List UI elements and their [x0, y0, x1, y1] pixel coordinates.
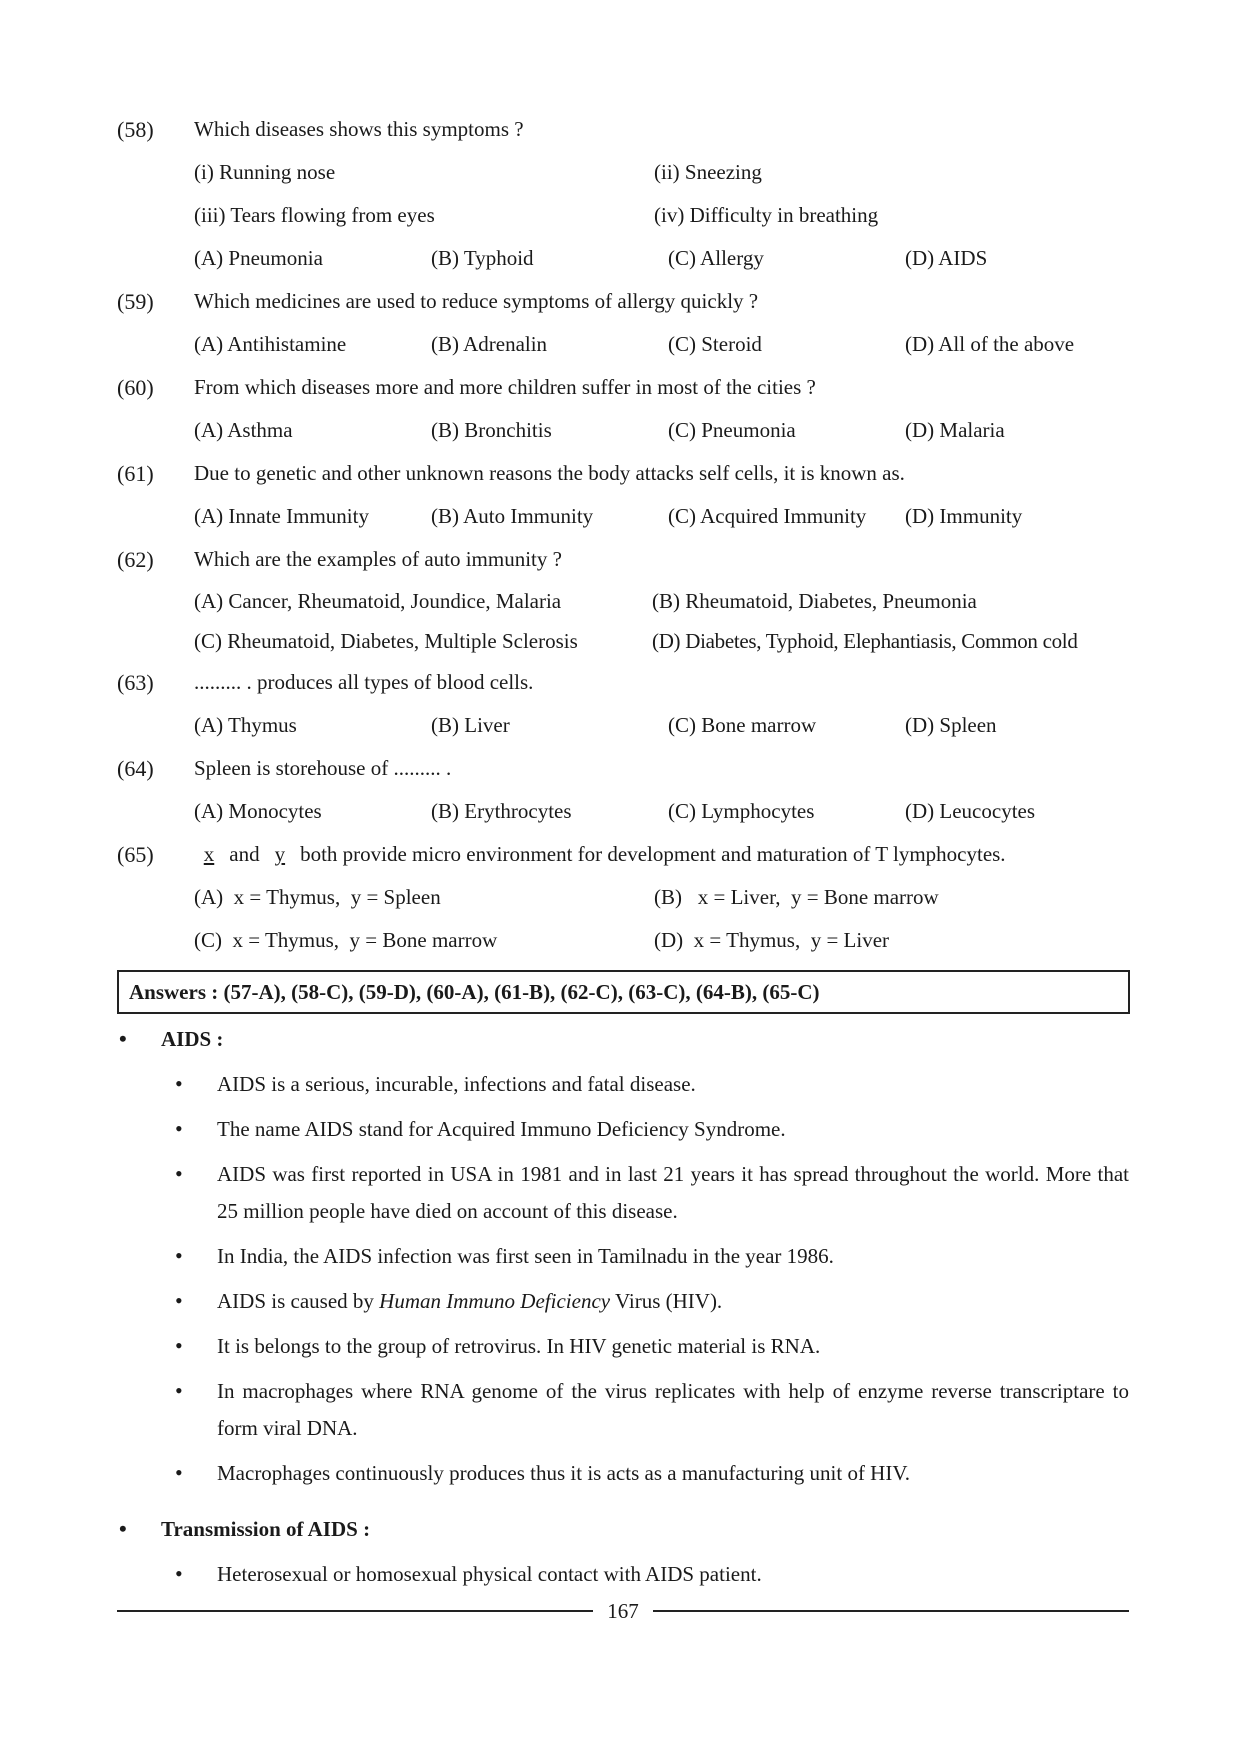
option-b: (B) Bronchitis — [431, 418, 552, 442]
bullet-icon: • — [175, 1071, 183, 1096]
bullet-icon: • — [175, 1333, 183, 1358]
symptom-item: (i) Running nose — [194, 160, 336, 184]
footer-rule-right — [653, 1610, 1129, 1612]
page-number: 167 — [607, 1598, 639, 1623]
question-text: Which medicines are used to reduce symptoms of allergy quickly ? — [194, 289, 759, 313]
hiv-text-pre: AIDS is caused by — [217, 1289, 374, 1313]
question-number: (61) — [117, 460, 154, 486]
section-heading: AIDS : — [161, 1026, 224, 1051]
options-row — [117, 621, 1129, 661]
list-item — [117, 1156, 1129, 1230]
symptom-item: (ii) Sneezing — [654, 160, 762, 184]
list-item — [117, 1111, 1129, 1148]
options-row — [117, 237, 1129, 280]
options-row — [117, 919, 1129, 962]
bullet-icon: • — [175, 1161, 183, 1186]
options-row — [117, 495, 1129, 538]
list-item — [117, 1455, 1129, 1492]
option-a: (A) Cancer, Rheumatoid, Joundice, Malaria — [194, 588, 562, 613]
option-d: (D) AIDS — [905, 246, 988, 270]
option-c: (C) Steroid — [668, 332, 762, 356]
option-c: (C) x = Thymus, y = Bone marrow — [194, 928, 498, 952]
option-c: (C) Acquired Immunity — [668, 504, 867, 528]
hiv-text-post: Virus (HIV). — [614, 1289, 723, 1313]
question-text-rest: both provide micro environment for development and maturation of T lymphocytes. — [300, 842, 1006, 866]
option-a: (A) Pneumonia — [194, 246, 323, 270]
question-65 — [117, 833, 1129, 876]
option-a: (A) Innate Immunity — [194, 504, 369, 528]
bullet-icon: • — [119, 1026, 127, 1051]
question-text-mid: and — [229, 842, 260, 866]
question-number: (65) — [117, 841, 154, 867]
question-text: Which are the examples of auto immunity ? — [194, 547, 562, 571]
options-row — [117, 581, 1129, 621]
options-row — [117, 409, 1129, 452]
option-b: (B) x = Liver, y = Bone marrow — [654, 885, 939, 909]
question-number: (59) — [117, 288, 154, 314]
option-c: (C) Rheumatoid, Diabetes, Multiple Sclerosis — [194, 628, 578, 653]
option-a: (A) Thymus — [194, 713, 297, 737]
question-64 — [117, 747, 1129, 790]
list-item-text: AIDS was first reported in USA in 1981 and in last 21 years it has spread throughout the world. More that 25 million people have died on account of this disease. — [217, 1162, 1129, 1223]
options-row — [117, 790, 1129, 833]
option-a: (A) x = Thymus, y = Spleen — [194, 885, 441, 909]
list-item — [117, 1556, 1129, 1593]
list-item-text — [217, 1283, 1129, 1320]
answers-text: Answers : (57-A), (58-C), (59-D), (60-A), (61-B), (62-C), (63-C), (64-B), (65-C) — [129, 979, 820, 1004]
symptom-row — [117, 151, 1129, 194]
question-number: (63) — [117, 669, 154, 695]
section-heading: Transmission of AIDS : — [161, 1516, 371, 1541]
question-number: (62) — [117, 546, 154, 572]
option-b: (B) Auto Immunity — [431, 504, 594, 528]
page-content — [117, 108, 1129, 1593]
answers-box — [117, 970, 1130, 1014]
list-item-text: The name AIDS stand for Acquired Immuno Deficiency Syndrome. — [217, 1117, 786, 1141]
option-b: (B) Erythrocytes — [431, 799, 572, 823]
option-b: (B) Rheumatoid, Diabetes, Pneumonia — [652, 588, 977, 613]
page-footer — [117, 1596, 1129, 1626]
symptom-row — [117, 194, 1129, 237]
question-62 — [117, 538, 1129, 581]
bullet-icon: • — [175, 1561, 183, 1586]
question-58 — [117, 108, 1129, 151]
question-text: From which diseases more and more children suffer in most of the cities ? — [194, 375, 816, 399]
symptom-item: (iv) Difficulty in breathing — [654, 203, 879, 227]
options-row — [117, 876, 1129, 919]
bullet-icon: • — [175, 1288, 183, 1313]
option-d: (D) Immunity — [905, 504, 1023, 528]
option-a: (A) Asthma — [194, 418, 293, 442]
bullet-icon: • — [175, 1243, 183, 1268]
list-item — [117, 1066, 1129, 1103]
option-d: (D) Diabetes, Typhoid, Elephantiasis, Common cold — [652, 628, 1078, 653]
question-text — [194, 842, 1129, 867]
bullet-icon: • — [175, 1460, 183, 1485]
hiv-text-italic: Human Immuno Deficiency — [379, 1289, 611, 1313]
list-item-text: In macrophages where RNA genome of the virus replicates with help of enzyme reverse transcriptare to form viral DNA. — [217, 1379, 1129, 1440]
bullet-icon: • — [119, 1516, 127, 1541]
option-b: (B) Liver — [431, 713, 510, 737]
list-item-text: It is belongs to the group of retrovirus. In HIV genetic material is RNA. — [217, 1334, 821, 1358]
symptom-item: (iii) Tears flowing from eyes — [194, 203, 435, 227]
option-d: (D) x = Thymus, y = Liver — [654, 928, 890, 952]
option-a: (A) Monocytes — [194, 799, 322, 823]
option-c: (C) Allergy — [668, 246, 764, 270]
question-text: ......... . produces all types of blood cells. — [194, 670, 534, 694]
list-item — [117, 1373, 1129, 1447]
question-59 — [117, 280, 1129, 323]
list-item-text: AIDS is a serious, incurable, infections and fatal disease. — [217, 1072, 696, 1096]
list-item — [117, 1238, 1129, 1275]
bullet-icon: • — [175, 1378, 183, 1403]
options-row — [117, 323, 1129, 366]
option-d: (D) Spleen — [905, 713, 997, 737]
list-item — [117, 1283, 1129, 1320]
footer-rule-left — [117, 1610, 593, 1612]
blank-x: x — [203, 842, 215, 866]
list-item — [117, 1328, 1129, 1365]
option-c: (C) Lymphocytes — [668, 799, 815, 823]
option-c: (C) Bone marrow — [668, 713, 817, 737]
list-item-text: In India, the AIDS infection was first seen in Tamilnadu in the year 1986. — [217, 1244, 834, 1268]
question-61 — [117, 452, 1129, 495]
bullet-icon: • — [175, 1116, 183, 1141]
question-number: (58) — [117, 116, 154, 142]
question-60 — [117, 366, 1129, 409]
question-text: Due to genetic and other unknown reasons the body attacks self cells, it is known as. — [194, 461, 905, 485]
list-item-text: Heterosexual or homosexual physical contact with AIDS patient. — [217, 1562, 762, 1586]
option-d: (D) All of the above — [905, 332, 1075, 356]
section-transmission-heading — [117, 1504, 1129, 1554]
options-row — [117, 704, 1129, 747]
option-b: (B) Typhoid — [431, 246, 534, 270]
question-text: Which diseases shows this symptoms ? — [194, 117, 524, 141]
option-b: (B) Adrenalin — [431, 332, 548, 356]
question-number: (60) — [117, 374, 154, 400]
blank-y: y — [274, 842, 286, 866]
section-aids-heading — [117, 1014, 1129, 1064]
list-item-text: Macrophages continuously produces thus it is acts as a manufacturing unit of HIV. — [217, 1461, 911, 1485]
option-d: (D) Malaria — [905, 418, 1005, 442]
option-c: (C) Pneumonia — [668, 418, 796, 442]
question-text: Spleen is storehouse of ......... . — [194, 756, 452, 780]
option-d: (D) Leucocytes — [905, 799, 1036, 823]
question-63 — [117, 661, 1129, 704]
question-number: (64) — [117, 755, 154, 781]
option-a: (A) Antihistamine — [194, 332, 347, 356]
